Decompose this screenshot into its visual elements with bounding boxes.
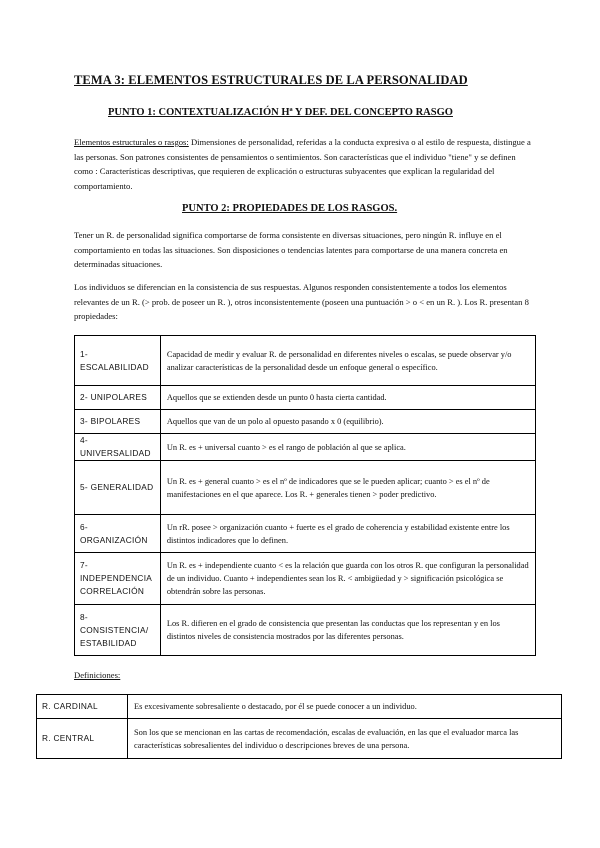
propiedad-key: 7- INDEPENDENCIA CORRELACIÓN xyxy=(75,553,161,605)
punto1-paragraph xyxy=(74,135,534,193)
table-row xyxy=(75,336,536,386)
table-row xyxy=(75,515,536,553)
propiedad-value: Capacidad de medir y evaluar R. de personalidad en diferentes niveles o escalas, se puede observar y/o analizar características de la personalidad desde un enfoque general o específico. xyxy=(160,336,535,386)
definiciones-label: Definiciones: xyxy=(74,670,121,680)
punto2-paragraph-1: Tener un R. de personalidad significa comportarse de forma consistente en diversas situaciones, pero ningún R. influye en el comportamiento en todas las situaciones. Son disposiciones o tendencias latentes para comportarse de una manera concreta en determinadas situaciones. xyxy=(74,230,508,270)
table-row xyxy=(75,461,536,515)
punto1-term: Elementos estructurales o rasgos: xyxy=(74,137,189,147)
propiedad-value: Aquellos que se extienden desde un punto 0 hasta cierta cantidad. xyxy=(160,386,535,410)
document-title: TEMA 3: ELEMENTOS ESTRUCTURALES DE LA PERSONALIDAD xyxy=(74,73,468,87)
definicion-value: Son los que se mencionan en las cartas de recomendación, escalas de evaluación, en las que el evaluador marca las características sobresalientes del individuo o descripciones breves de una persona. xyxy=(128,719,562,759)
propiedad-value: Aquellos que van de un polo al opuesto pasando x 0 (equilibrio). xyxy=(160,410,535,434)
propiedad-value: Un R. es + universal cuanto > es el rango de población al que se aplica. xyxy=(160,434,535,461)
definicion-value: Es excesivamente sobresaliente o destacado, por él se puede conocer a un individuo. xyxy=(128,695,562,719)
propiedad-key: 3- BIPOLARES xyxy=(75,410,161,434)
propiedades-table xyxy=(74,335,536,656)
punto2-heading: PUNTO 2: PROPIEDADES DE LOS RASGOS. xyxy=(182,203,398,214)
definicion-key: R. CENTRAL xyxy=(37,719,128,759)
definiciones-table xyxy=(36,694,562,759)
table-row xyxy=(37,719,562,759)
definicion-key: R. CARDINAL xyxy=(37,695,128,719)
table-row xyxy=(75,410,536,434)
propiedad-key: 6- ORGANIZACIÓN xyxy=(75,515,161,553)
table-row xyxy=(37,695,562,719)
table-row xyxy=(75,605,536,656)
propiedad-key: 8- CONSISTENCIA/ ESTABILIDAD xyxy=(75,605,161,656)
propiedad-key: 1- ESCALABILIDAD xyxy=(75,336,161,386)
propiedad-key: 2- UNIPOLARES xyxy=(75,386,161,410)
propiedad-value: Un R. es + independiente cuanto < es la relación que guarda con los otros R. que configuran la personalidad de un individuo. Cuanto + independientes sean los R. < ambigüedad y > significación psicológica se obtendrán sobre las personas. xyxy=(160,553,535,605)
table-row xyxy=(75,434,536,461)
propiedad-value: Un R. es + general cuanto > es el nº de indicadores que se le pueden aplicar; cuanto > es el nº de manifestaciones en el que aparece. Los R. + generales tienen > poder predictivo. xyxy=(160,461,535,515)
propiedad-key: 4- UNIVERSALIDAD xyxy=(75,434,161,461)
table-row xyxy=(75,386,536,410)
table-row xyxy=(75,553,536,605)
punto1-body: Dimensiones de personalidad, referidas a la conducta expresiva o al estilo de respuesta, distingue a las personas. Son patrones consistentes de pensamientos o sentimientos. Son características que el individuo "tiene" y se definen como : Características descriptivas, que requieren de explicación o estructuras subyacentes que explican la regularidad del comportamiento. xyxy=(74,137,531,191)
propiedad-key: 5- GENERALIDAD xyxy=(75,461,161,515)
punto1-heading: PUNTO 1: CONTEXTUALIZACIÓN Hª Y DEF. DEL CONCEPTO RASGO xyxy=(108,107,453,118)
propiedad-value: Los R. difieren en el grado de consistencia que presentan las conductas que los representan y en los distintos niveles de consistencia mostrados por las diferentes personas. xyxy=(160,605,535,656)
propiedad-value: Un rR. posee > organización cuanto + fuerte es el grado de coherencia y estabilidad existente entre los distintos indicadores que lo definen. xyxy=(160,515,535,553)
punto2-paragraph-2: Los individuos se diferencian en la consistencia de sus respuestas. Algunos responden consistentemente a todos los elementos relevantes de un R. (> prob. de poseer un R. ), otros inconsistentemente (poseen una puntuación > o < en un R. ). Los R. presentan 8 propiedades: xyxy=(74,282,529,322)
